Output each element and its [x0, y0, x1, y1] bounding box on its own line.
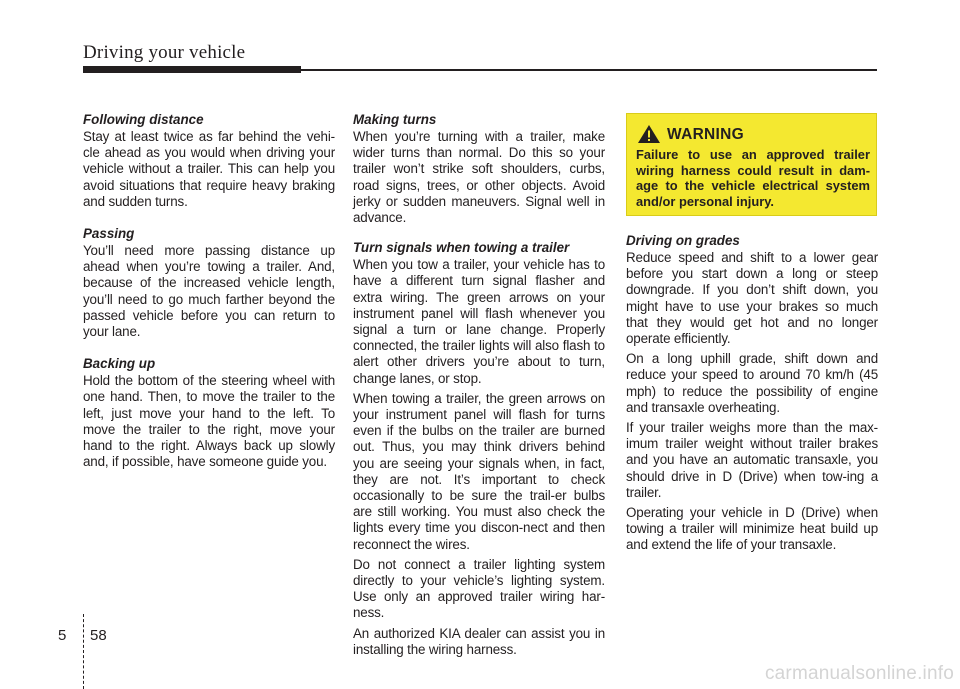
section-heading: Turn signals when towing a trailer	[353, 240, 570, 256]
page-number: 58	[90, 627, 107, 644]
section-paragraph: Reduce speed and shift to a lower gear before you start down a long or steep downgrade. If you don’t shift down, you might have to use your brakes so much that they would get hot and no longer operate efficiently.	[626, 250, 878, 347]
section-driving-on-grades	[626, 233, 878, 554]
section-backing-up	[83, 356, 335, 470]
section-following-distance	[83, 112, 335, 210]
watermark-text: carmanualsonline.info	[764, 663, 954, 684]
section-paragraph: When you tow a trailer, your vehicle has to have a different turn signal flasher and extra wiring. The green arrows on your instrument panel will flash whenever you signal a turn or lane change. Properly connected, the trailer lights will also flash to alert other drivers you’re about to turn, change lanes, or stop.	[353, 257, 605, 386]
section-paragraph: An authorized KIA dealer can assist you in installing the wiring harness.	[353, 625, 605, 657]
section-paragraph: When you’re turning with a trailer, make wider turns than normal. Do this so your trailer won’t strike soft shoulders, curbs, road signs, trees, or other objects. Avoid jerky or sudden maneuvers. Signal well in advance.	[353, 129, 605, 226]
warning-title: WARNING	[667, 126, 745, 143]
section-paragraph: Hold the bottom of the steering wheel with one hand. Then, to move the trailer to the left, just move your hand to the left. To move the trailer to the right, move your hand to the right. Always back up slowly and, if possible, have someone guide you.	[83, 373, 335, 470]
section-heading: Following distance	[83, 112, 204, 127]
column-3	[626, 233, 878, 558]
section-paragraph: Do not connect a trailer lighting system directly to your vehicle’s lighting system. Use only an approved trailer wiring har-ness.	[353, 556, 605, 621]
warning-text: Failure to use an approved trailer wiring harness could result in dam-age to the vehicle electrical system and/or personal injury.	[636, 147, 870, 209]
warning-box	[626, 113, 877, 216]
section-paragraph: You’ll need more passing distance up ahead when you’re towing a trailer. And, because of the increased vehicle length, you’ll need to go much farther beyond the passed vehicle before you can return to your lane.	[83, 243, 335, 340]
page-header-title: Driving your vehicle	[83, 42, 246, 63]
section-paragraph: On a long uphill grade, shift down and reduce your speed to around 70 km/h (45 mph) to reduce the possibility of engine and transaxle overheating.	[626, 351, 878, 415]
column-2	[353, 112, 605, 672]
header-rule-thin	[301, 69, 877, 71]
header-rule-thick	[83, 66, 301, 73]
section-turn-signals	[353, 240, 605, 658]
section-making-turns	[353, 112, 605, 226]
section-heading: Making turns	[353, 112, 437, 127]
section-paragraph: When towing a trailer, the green arrows on your instrument panel will flash for turns even if the bulbs on the trailer are burned out. Thus, you may think drivers behind you are seeing your signals when, in fact, they are not. It’s important to check occasionally to be sure the trail-er bulbs are still working. You must also check the lights every time you discon-nect and then reconnect the wires.	[353, 390, 605, 552]
section-heading: Passing	[83, 226, 135, 242]
chapter-number: 5	[58, 627, 67, 644]
section-paragraph: Stay at least twice as far behind the vehi-cle ahead as you would when driving your vehicle without a trailer. This can help you avoid situations that require heavy braking and sudden turns.	[83, 129, 335, 209]
section-heading: Driving on grades	[626, 233, 740, 248]
warning-triangle-icon	[637, 124, 661, 144]
section-paragraph: Operating your vehicle in D (Drive) when towing a trailer will minimize heat build up and extend the life of your transaxle.	[626, 505, 878, 553]
column-1	[83, 112, 335, 486]
section-passing	[83, 226, 335, 340]
section-heading: Backing up	[83, 356, 156, 372]
footer-divider	[83, 614, 85, 689]
section-paragraph: If your trailer weighs more than the max-imum trailer weight without trailer brakes and you have an automatic transaxle, you should drive in D (Drive) when tow-ing a trailer.	[626, 420, 878, 500]
